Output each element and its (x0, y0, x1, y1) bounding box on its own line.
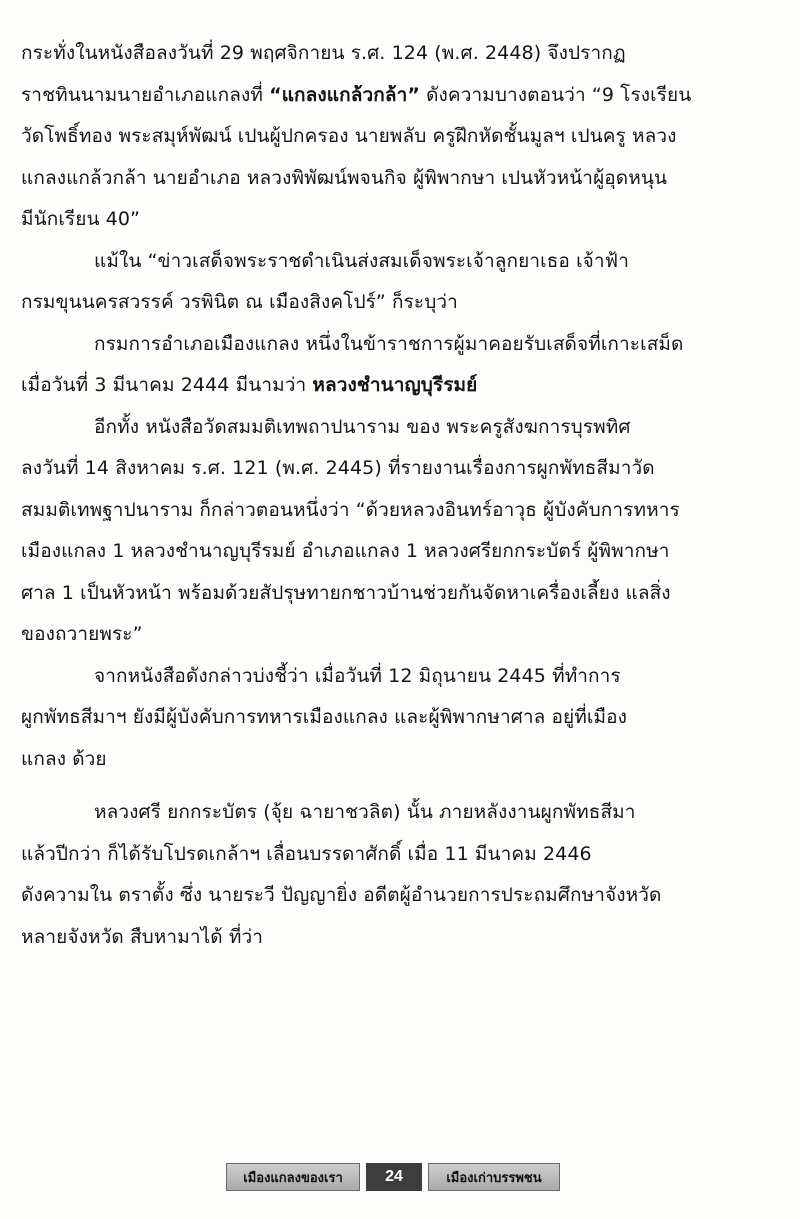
text-line (21, 75, 783, 117)
text-line: กรมการอำเภอเมืองแกลง หนึ่งในข้าราชการผู้มาคอยรับเสด็จที่เกาะเสม็ด (94, 332, 684, 355)
footer-book-title: เมืองแกลงของเรา (226, 1163, 360, 1191)
page-footer (226, 1163, 562, 1191)
emphasized-title: “แกลงแกล้วกล้า” (269, 83, 420, 106)
text-line (21, 365, 783, 407)
text-line: วัดโพธิ์ทอง พระสมุห์พัฒน์ เปนผู้ปกครอง นายพลับ ครูฝึกหัดชั้นมูลฯ เปนครู หลวง (21, 125, 677, 147)
text-line: จากหนังสือดังกล่าวบ่งชี้ว่า เมื่อวันที่ 12 มิถุนายน 2445 ที่ทำการ (94, 664, 621, 687)
emphasized-name: หลวงชำนาญบุรีรมย์ (312, 374, 478, 396)
text-line: หลายจังหวัด สืบหามาได้ ที่ว่า (21, 925, 263, 948)
body-text (21, 33, 783, 958)
text-line: แกลงแกล้วกล้า นายอำเภอ หลวงพิพัฒน์พจนกิจ ผู้พิพากษา เปนหัวหน้าผู้อุดหนุน (21, 166, 668, 189)
text-line: มีนักเรียน 40” (21, 208, 140, 230)
text-line: กระทั่งในหนังสือลงวันที่ 29 พฤศจิกายน ร.ศ. 124 (พ.ศ. 2448) จึงปรากฏ (21, 42, 626, 64)
text-line: หลวงศรี ยกกระบัตร (จุ้ย ฉายาชวลิต) นั้น ภายหลังงานผูกพัทธสีมา (94, 801, 636, 823)
text-line: ดังความใน ตราตั้ง ซึ่ง นายระวี ปัญญายิ่ง อดีตผู้อำนวยการประถมศึกษาจังหวัด (21, 884, 662, 906)
text-run: ดังความบางตอนว่า “9 โรงเรียน (419, 83, 692, 106)
footer-section-title: เมืองเก่าบรรพชน (428, 1163, 560, 1191)
text-run: ราชทินนามนายอำเภอแกลงที่ (21, 83, 270, 106)
text-line: ผูกพัทธสีมาฯ ยังมีผู้บังคับการทหารเมืองแกลง และผู้พิพากษาศาล อยู่ที่เมือง (21, 706, 628, 728)
text-line: แล้วปีกว่า ก็ได้รับโปรดเกล้าฯ เลื่อนบรรดาศักดิ์ เมื่อ 11 มีนาคม 2446 (21, 842, 592, 865)
text-run: เมื่อวันที่ 3 มีนาคม 2444 มีนามว่า (21, 374, 313, 396)
text-line: ลงวันที่ 14 สิงหาคม ร.ศ. 121 (พ.ศ. 2445) ที่รายงานเรื่องการผูกพัทธสีมาวัด (21, 457, 655, 479)
text-line: ศาล 1 เป็นหัวหน้า พร้อมด้วยสัปรุษทายกชาวบ้านช่วยกันจัดหาเครื่องเลี้ยง แลสิ่ง (21, 581, 671, 604)
text-line: ของถวายพระ” (21, 623, 143, 645)
paragraph-gap (21, 780, 783, 792)
text-line: กรมขุนนครสวรรค์ วรพินิต ณ เมืองสิงคโปร์” ก็ระบุว่า (21, 291, 458, 313)
page-number: 24 (366, 1163, 422, 1191)
text-line: แกลง ด้วย (21, 747, 107, 770)
text-line: สมมติเทพฐาปนาราม ก็กล่าวตอนหนึ่งว่า “ด้วยหลวงอินทร์อาวุธ ผู้บังคับการทหาร (21, 498, 680, 521)
text-line: เมืองแกลง 1 หลวงชำนาญบุรีรมย์ อำเภอแกลง 1 หลวงศรียกกระบัตร์ ผู้พิพากษา (21, 540, 670, 562)
text-line: อีกทั้ง หนังสือวัดสมมติเทพถาปนาราม ของ พระครูสังฆการบุรพทิศ (94, 415, 631, 438)
text-line: แม้ใน “ข่าวเสด็จพระราชดำเนินส่งสมเด็จพระเจ้าลูกยาเธอ เจ้าฟ้า (94, 249, 629, 272)
